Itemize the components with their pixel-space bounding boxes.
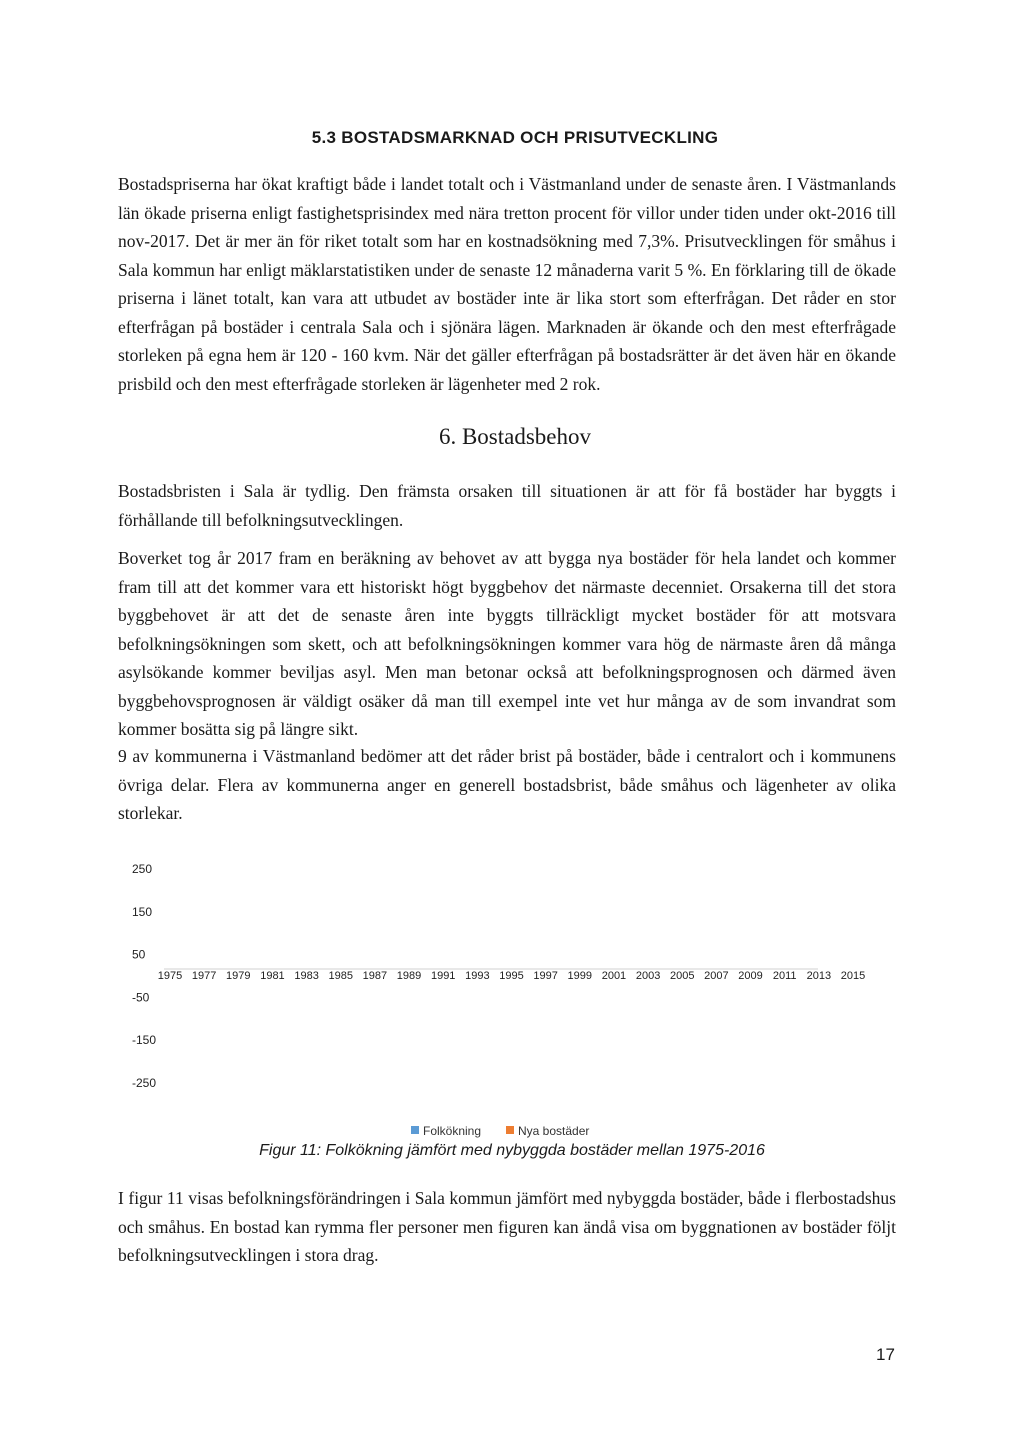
y-tick-label: 50 [132, 947, 146, 962]
paragraph-prices: Bostadspriserna har ökat kraftigt både i landet totalt och i Västmanland under de senaste åren. I Västmanlands län ökade priserna enligt fastighetsprisindex med nära tretton procent för villor under tiden under okt-2016 till nov-2017. Det är mer än för riket totalt som har en kostnadsökning med 7,3%. Prisutvecklingen för småhus i Sala kommun har enligt mäklarstatistiken under de senaste 12 månaderna varit 5 %. En förklaring till de ökade priserna i länet totalt, kan vara att utbudet av bostäder inte är lika stort som efterfrågan. Det råder en stor efterfrågan på bostäder i centrala Sala och i sjönära lägen. Marknaden är ökande och den mest efterfrågade storleken på egna hem är 120 - 160 kvm. När det gäller efterfrågan på bostadsrätter är det även här en ökande prisbild och den mest efterfrågade storleken är lägenheter med 2 rok. [118, 174, 896, 394]
legend-swatch [506, 1126, 514, 1134]
y-tick-label: 150 [132, 904, 153, 919]
x-tick-label: 2005 [670, 970, 695, 982]
x-tick-label: 2009 [738, 970, 763, 982]
chapter-heading: 6. Bostadsbehov [438, 424, 592, 449]
paragraph-figure: I figur 11 visas befolkningsförändringen i Sala kommun jämfört med nybyggda bostäder, både i flerbostadshus och småhus. En bostad kan rymma fler personer men figuren kan ändå visa om byggnationen av bostäder följt befolkningsutvecklingen i stora drag. [118, 1188, 896, 1265]
x-tick-label: 2007 [704, 970, 729, 982]
paragraph-shortage: Bostadsbristen i Sala är tydlig. Den främsta orsaken till situationen är att för få bostäder har byggts i förhållande till befolkningsutvecklingen. [118, 481, 896, 530]
x-tick-label: 1989 [396, 970, 422, 982]
x-tick-label: 1983 [294, 970, 319, 982]
x-tick-label: 2015 [840, 970, 866, 982]
x-tick-label: 2003 [635, 970, 661, 982]
y-tick-label: -50 [132, 990, 150, 1005]
x-tick-label: 2013 [806, 970, 832, 982]
y-tick-label: -250 [132, 1076, 157, 1090]
population-vs-housing-chart [118, 850, 898, 1140]
x-tick-label: 1977 [191, 970, 217, 982]
x-tick-label: 1999 [567, 970, 593, 982]
paragraph-municipalities: 9 av kommunerna i Västmanland bedömer att det råder brist på bostäder, både i centralort och i kommunens övriga delar. Flera av kommunerna anger en generell bostadsbrist, både småhus och lägenheter av olika storlekar. [118, 746, 896, 823]
x-tick-label: 1995 [499, 970, 524, 982]
x-tick-label: 2011 [772, 970, 797, 982]
x-tick-label: 1991 [430, 970, 456, 982]
section-heading: 5.3 BOSTADSMARKNAD OCH PRISUTVECKLING [311, 128, 719, 147]
page-number: 17 [876, 1345, 895, 1364]
paragraph-boverket: Boverket tog år 2017 fram en beräkning av behovet av att bygga nya bostäder för hela landet och kommer fram till att det kommer vara ett historiskt högt byggbehov det närmaste decenniet. Orsakerna till det stora byggbehovet är att det de senaste åren inte byggts tillräckligt mycket bostäder för att motsvara befolkningsökningen som skett, och att befolkningsökningen kommer vara hög de närmaste åren då många asylsökande kommer beviljas asyl. Men man betonar också att befolkningsprognosen och därmed även byggbehovsprognosen är väldigt osäker då man till exempel inte vet hur många av de som invandrat som kommer bosätta sig på längre sikt. [118, 548, 896, 739]
legend-swatch [411, 1126, 419, 1134]
x-tick-label: 1987 [362, 970, 388, 982]
legend-label: Folkökning [423, 1124, 482, 1138]
x-tick-label: 1985 [328, 970, 353, 982]
x-tick-label: 1981 [260, 970, 285, 982]
x-tick-label: 1979 [226, 970, 251, 982]
y-tick-label: 250 [132, 862, 153, 876]
x-tick-label: 1997 [533, 970, 558, 982]
y-tick-label: -150 [132, 1033, 157, 1048]
x-tick-label: 1975 [157, 970, 183, 982]
x-tick-label: 1993 [465, 970, 490, 982]
x-tick-label: 2001 [601, 970, 627, 982]
legend-label: Nya bostäder [518, 1124, 590, 1138]
figure-caption: Figur 11: Folkökning jämfört med nybyggda bostäder mellan 1975-2016 [259, 1142, 765, 1159]
